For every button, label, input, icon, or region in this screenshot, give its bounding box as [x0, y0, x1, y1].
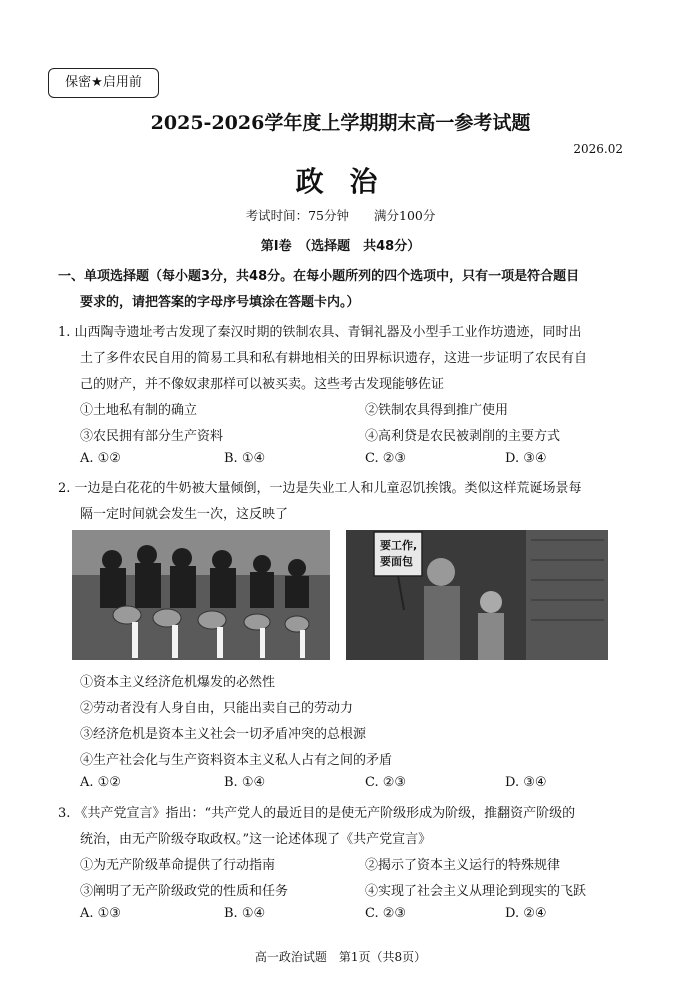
- page-footer: 高一政治试题 第1页（共8页）: [254, 950, 427, 964]
- exam-info: 考试时间：75分钟 满分100分: [245, 208, 436, 223]
- q1-line: 1. 山西陶寺遗址考古发现了秦汉时期的铁制农具、青铜礼器及小型手工业作坊遗迹，同时出: [58, 325, 582, 340]
- q2-line: 隔一定时间就会发生一次，这反映了: [80, 507, 289, 522]
- sign-text: 要面包: [380, 555, 413, 568]
- q2-line: 2. 一边是白花花的牛奶被大量倾倒，一边是失业工人和儿童忍饥挨饿。类似这样荒诞场景每: [58, 481, 582, 496]
- q3-option: ④实现了社会主义从理论到现实的飞跃: [365, 884, 587, 899]
- q3-choice-d: D. ②④: [505, 906, 547, 921]
- q1-choice-b: B. ①④: [224, 451, 266, 466]
- q1-line: 己的财产，并不像奴隶那样可以被买卖。这些考古发现能够佐证: [80, 377, 445, 392]
- q3-choice-a: A. ①③: [80, 906, 121, 921]
- section-title: 第Ⅰ卷 （选择题 共48分）: [260, 239, 421, 254]
- q1-option: ②铁制农具得到推广使用: [365, 403, 509, 418]
- q3-line: 3. 《共产党宣言》指出：“共产党人的最近目的是使无产阶级形成为阶级，推翻资产阶级的: [58, 806, 576, 821]
- q2-option: ③经济危机是资本主义社会一切矛盾冲突的总根源: [80, 727, 367, 742]
- hungry-workers-illustration: [346, 530, 608, 660]
- q2-choice-c: C. ②③: [365, 775, 407, 790]
- subject-title: 政 治: [295, 165, 386, 198]
- q3-option: ①为无产阶级革命提供了行动指南: [80, 858, 276, 873]
- exam-title: 2025-2026学年度上学期期末高一参考试题: [150, 112, 531, 134]
- q3-option: ②揭示了资本主义运行的特殊规律: [365, 858, 561, 873]
- q2-option: ②劳动者没有人身自由，只能出卖自己的劳动力: [80, 701, 354, 716]
- q3-line: 统治，由无产阶级夺取政权。”这一论述体现了《共产党宣言》: [80, 832, 432, 847]
- q3-option: ③阐明了无产阶级政党的性质和任务: [80, 884, 289, 899]
- q1-line: 土了多件农民自用的简易工具和私有耕地相关的田界标识遗存，这进一步证明了农民有自: [80, 351, 588, 366]
- q3-choice-c: C. ②③: [365, 906, 407, 921]
- q1-choice-c: C. ②③: [365, 451, 407, 466]
- q1-option: ④高利贷是农民被剥削的主要方式: [365, 429, 561, 444]
- confidential-stamp: 保密★启用前: [48, 68, 159, 98]
- sign-text: 要工作,: [380, 539, 418, 552]
- q2-choice-a: A. ①②: [80, 775, 121, 790]
- milk-dumping-photo: [72, 530, 330, 660]
- q2-option: ①资本主义经济危机爆发的必然性: [80, 675, 276, 690]
- q1-option: ③农民拥有部分生产资料: [80, 429, 224, 444]
- q1-option: ①土地私有制的确立: [80, 403, 198, 418]
- q2-option: ④生产社会化与生产资料资本主义私人占有之间的矛盾: [80, 753, 393, 768]
- q2-choice-d: D. ③④: [505, 775, 547, 790]
- part-heading: 一、单项选择题（每小题3分，共48分。在每小题所列的四个选项中，只有一项是符合题目: [58, 269, 580, 284]
- q2-choice-b: B. ①④: [224, 775, 266, 790]
- part-heading-cont: 要求的，请把答案的字母序号填涂在答题卡内。）: [80, 295, 360, 310]
- q3-choice-b: B. ①④: [224, 906, 266, 921]
- q1-choice-d: D. ③④: [505, 451, 547, 466]
- exam-date: 2026.02: [573, 142, 623, 156]
- q1-choice-a: A. ①②: [80, 451, 121, 466]
